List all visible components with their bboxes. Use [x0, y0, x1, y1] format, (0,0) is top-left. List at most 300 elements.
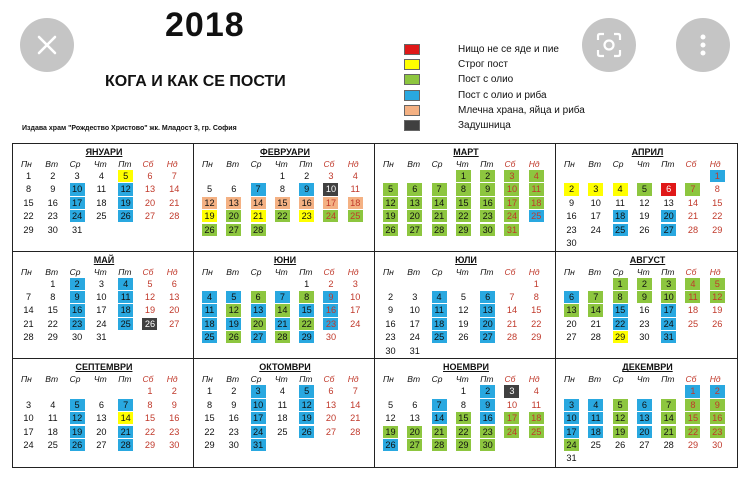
day-number: 14 — [251, 197, 266, 209]
day-cell — [383, 210, 407, 223]
day-cell — [348, 304, 372, 317]
weekday-header: Пт — [118, 374, 132, 385]
day-cell — [613, 439, 637, 452]
more-options-button[interactable] — [676, 18, 730, 72]
legend-label: Строг пост — [458, 59, 508, 71]
day-number: 8 — [50, 292, 56, 303]
day-number: 1 — [206, 386, 213, 397]
day-cell — [661, 197, 685, 210]
day-number: 19 — [613, 426, 628, 438]
day-cell — [202, 183, 226, 196]
day-number: 3 — [412, 292, 418, 303]
day-number: 11 — [277, 399, 288, 410]
day-cell — [685, 439, 709, 452]
day-empty — [70, 385, 94, 398]
day-cell — [323, 385, 347, 398]
weekday-header: Нд — [166, 374, 178, 385]
day-cell — [456, 183, 480, 196]
day-number: 12 — [70, 412, 85, 424]
day-cell — [564, 291, 588, 304]
day-number: 29 — [712, 224, 723, 235]
day-number: 18 — [277, 413, 288, 424]
day-number: 27 — [226, 224, 241, 236]
day-cell — [529, 385, 553, 398]
day-number: 22 — [531, 318, 542, 329]
day-number: 26 — [639, 224, 650, 235]
day-number: 1 — [147, 386, 153, 397]
day-number: 4 — [613, 183, 628, 195]
month-days — [21, 266, 187, 345]
day-cell — [504, 385, 528, 398]
day-cell — [275, 183, 299, 196]
day-cell — [348, 399, 372, 412]
day-cell — [275, 385, 299, 398]
legend-label: Пост с олио — [458, 74, 514, 86]
day-cell — [94, 331, 118, 344]
day-number: 2 — [710, 385, 725, 397]
day-number: 30 — [325, 332, 337, 343]
day-number: 25 — [432, 331, 447, 343]
weekday-header: Пт — [299, 266, 313, 277]
day-empty — [407, 170, 431, 183]
day-number: 30 — [71, 332, 83, 343]
day-number: 26 — [226, 331, 241, 343]
day-cell — [480, 210, 504, 223]
day-number: 19 — [639, 211, 650, 222]
legend-label: Млечна храна, яйца и риба — [458, 104, 585, 116]
day-number: 15 — [204, 413, 215, 424]
image-search-button[interactable] — [582, 18, 636, 72]
day-cell — [588, 439, 612, 452]
day-cell — [118, 170, 142, 183]
weekday-header: Чт — [636, 374, 650, 385]
day-number: 21 — [23, 318, 34, 329]
day-cell — [456, 318, 480, 331]
day-number: 10 — [506, 399, 518, 410]
day-cell — [323, 278, 347, 291]
day-cell — [70, 197, 94, 210]
day-cell — [456, 426, 480, 439]
day-number: 1 — [25, 171, 32, 181]
day-number: 2 — [171, 386, 177, 397]
day-number: 14 — [350, 399, 361, 410]
day-number: 6 — [328, 386, 334, 397]
day-cell — [251, 399, 275, 412]
day-cell — [348, 291, 372, 304]
day-number: 25 — [348, 210, 363, 222]
day-cell — [588, 197, 612, 210]
day-empty — [21, 385, 45, 398]
day-cell — [710, 426, 734, 439]
day-number: 29 — [613, 331, 628, 343]
day-empty — [94, 385, 118, 398]
day-number: 1 — [533, 278, 539, 289]
day-number: 13 — [325, 399, 337, 410]
day-cell — [275, 331, 299, 344]
day-number: 4 — [118, 278, 133, 290]
weekday-header: Вт — [407, 266, 421, 277]
day-number: 22 — [685, 426, 700, 438]
day-number: 8 — [25, 184, 32, 195]
day-cell — [564, 426, 588, 439]
day-number: 23 — [710, 426, 725, 438]
day-number: 30 — [712, 439, 723, 450]
day-number: 11 — [350, 184, 361, 195]
day-number: 13 — [409, 413, 420, 424]
weekday-header: Сб — [504, 374, 516, 385]
day-number: 17 — [323, 197, 338, 209]
day-number: 19 — [299, 412, 314, 424]
day-number: 15 — [531, 305, 542, 316]
day-cell — [21, 318, 45, 331]
day-cell — [480, 426, 504, 439]
day-number: 16 — [639, 305, 650, 316]
day-cell — [432, 304, 456, 317]
day-cell — [407, 210, 431, 223]
day-number: 10 — [504, 183, 519, 195]
day-number: 19 — [202, 210, 217, 222]
day-cell — [251, 304, 275, 317]
month-block — [375, 359, 556, 467]
day-cell — [529, 331, 553, 344]
day-cell — [118, 439, 142, 452]
day-cell — [21, 399, 45, 412]
day-cell — [661, 210, 685, 223]
day-number: 10 — [350, 292, 361, 303]
day-number: 30 — [385, 345, 396, 356]
day-number: 9 — [387, 305, 394, 316]
day-cell — [661, 412, 685, 425]
day-cell — [21, 170, 45, 183]
day-number: 17 — [350, 305, 361, 316]
day-empty — [588, 278, 612, 291]
day-number: 13 — [144, 184, 156, 195]
day-cell — [94, 210, 118, 223]
day-cell — [323, 304, 347, 317]
weekday-header: Нд — [709, 159, 721, 169]
month-block — [556, 144, 737, 252]
day-number: 12 — [613, 412, 628, 424]
day-cell — [142, 399, 166, 412]
day-cell — [226, 439, 250, 452]
day-cell — [167, 304, 191, 317]
day-cell — [348, 412, 372, 425]
day-number: 13 — [480, 304, 495, 316]
day-number: 16 — [228, 413, 239, 424]
weekday-header: Вт — [226, 266, 240, 277]
day-cell — [613, 426, 637, 439]
day-number: 2 — [50, 171, 56, 181]
day-number: 13 — [169, 292, 180, 303]
day-empty — [383, 278, 407, 291]
day-cell — [323, 197, 347, 210]
day-empty — [383, 385, 407, 398]
day-cell — [167, 412, 191, 425]
day-cell — [383, 197, 407, 210]
day-number: 4 — [50, 399, 56, 410]
day-empty — [21, 278, 45, 291]
day-number: 8 — [533, 292, 539, 303]
day-number: 11 — [615, 197, 625, 208]
day-cell — [251, 318, 275, 331]
day-number: 16 — [710, 412, 725, 424]
day-cell — [383, 426, 407, 439]
day-number: 7 — [171, 171, 177, 181]
day-number: 21 — [169, 197, 180, 208]
day-cell — [456, 331, 480, 344]
month-name: СЕПТЕМВРИ — [75, 362, 133, 373]
day-cell — [613, 291, 637, 304]
day-number: 24 — [661, 318, 676, 330]
day-cell — [202, 224, 226, 237]
day-number: 5 — [147, 278, 153, 289]
day-number: 6 — [564, 291, 579, 303]
day-number: 18 — [687, 305, 699, 316]
day-number: 10 — [70, 183, 85, 195]
day-number: 8 — [613, 291, 628, 303]
weekday-header: Нд — [528, 159, 540, 169]
month-days — [383, 158, 549, 237]
day-number: 6 — [231, 184, 237, 195]
day-cell — [202, 426, 226, 439]
day-cell — [323, 183, 347, 196]
day-number: 23 — [385, 332, 396, 343]
day-cell — [504, 224, 528, 237]
day-number: 29 — [299, 331, 314, 343]
month-block — [13, 359, 194, 467]
day-empty — [637, 385, 661, 398]
day-empty — [432, 385, 456, 398]
day-cell — [167, 278, 191, 291]
day-number: 9 — [231, 399, 237, 410]
day-cell — [21, 331, 45, 344]
day-number: 13 — [663, 197, 674, 208]
day-cell — [456, 385, 480, 398]
day-cell — [383, 345, 407, 358]
day-empty — [564, 278, 588, 291]
day-cell — [613, 224, 637, 237]
day-empty — [613, 170, 637, 183]
day-cell — [637, 412, 661, 425]
day-number: 26 — [299, 426, 314, 438]
day-cell — [564, 210, 588, 223]
day-cell — [383, 183, 407, 196]
day-number: 3 — [328, 171, 334, 181]
day-cell — [407, 331, 431, 344]
day-number: 20 — [480, 318, 495, 330]
day-cell — [529, 170, 553, 183]
day-number: 10 — [23, 413, 34, 424]
day-number: 21 — [350, 413, 361, 424]
day-cell — [588, 318, 612, 331]
day-cell — [45, 426, 69, 439]
day-number: 18 — [47, 426, 58, 437]
day-number: 22 — [23, 211, 34, 222]
day-number: 16 — [323, 304, 338, 316]
day-cell — [456, 170, 480, 183]
day-number: 24 — [96, 318, 107, 329]
day-number: 22 — [613, 318, 628, 330]
day-empty — [432, 278, 456, 291]
month-block — [375, 252, 556, 360]
day-cell — [299, 331, 323, 344]
weekday-header: Чт — [93, 374, 107, 385]
day-number: 19 — [144, 305, 156, 316]
day-cell — [226, 385, 250, 398]
day-cell — [456, 197, 480, 210]
day-number: 17 — [70, 197, 85, 209]
weekday-header: Пт — [118, 266, 132, 277]
day-cell — [167, 399, 191, 412]
close-button[interactable] — [20, 18, 74, 72]
day-cell — [432, 412, 456, 425]
day-number: 1 — [613, 278, 628, 290]
day-cell — [504, 318, 528, 331]
more-vert-icon — [699, 33, 707, 57]
day-cell — [94, 399, 118, 412]
weekday-header: Ср — [250, 266, 262, 277]
day-number: 8 — [460, 399, 466, 410]
legend-swatch — [404, 120, 420, 131]
day-number: 3 — [661, 278, 676, 290]
day-number: 7 — [118, 399, 133, 411]
day-cell — [348, 170, 372, 183]
day-number: 22 — [204, 426, 215, 437]
day-number: 27 — [96, 439, 107, 450]
day-cell — [407, 318, 431, 331]
weekday-header: Сб — [685, 266, 697, 277]
weekday-header: Пн — [21, 266, 32, 277]
legend-item-nothing — [404, 42, 585, 57]
weekday-header: Пн — [21, 374, 32, 385]
day-number: 8 — [279, 184, 285, 195]
day-cell — [118, 399, 142, 412]
day-number: 6 — [98, 399, 104, 410]
day-cell — [45, 291, 69, 304]
legend — [404, 42, 585, 133]
day-cell — [613, 197, 637, 210]
day-cell — [348, 183, 372, 196]
day-cell — [323, 291, 347, 304]
day-cell — [685, 224, 709, 237]
day-cell — [710, 439, 734, 452]
day-number: 4 — [98, 171, 104, 181]
day-cell — [480, 197, 504, 210]
month-days — [383, 373, 549, 452]
day-number: 18 — [588, 426, 603, 438]
day-number: 28 — [687, 224, 699, 235]
month-name: НОЕМВРИ — [443, 362, 489, 373]
day-number: 2 — [70, 278, 85, 290]
weekday-header: Сб — [142, 159, 154, 169]
day-number: 15 — [144, 413, 156, 424]
day-cell — [504, 210, 528, 223]
day-cell — [226, 224, 250, 237]
day-cell — [564, 412, 588, 425]
day-empty — [251, 278, 275, 291]
day-cell — [710, 318, 734, 331]
day-cell — [45, 318, 69, 331]
day-number: 10 — [251, 399, 266, 411]
day-cell — [118, 210, 142, 223]
day-number: 7 — [509, 292, 515, 303]
day-cell — [637, 399, 661, 412]
day-number: 1 — [456, 170, 471, 182]
day-cell — [21, 426, 45, 439]
day-cell — [202, 399, 226, 412]
day-number: 26 — [383, 224, 398, 236]
day-number: 8 — [456, 183, 471, 195]
day-cell — [383, 412, 407, 425]
day-number: 30 — [169, 439, 180, 450]
day-cell — [275, 426, 299, 439]
weekday-header: Нд — [347, 159, 359, 169]
day-cell — [564, 331, 588, 344]
day-cell — [637, 331, 661, 344]
day-cell — [529, 304, 553, 317]
day-number: 22 — [299, 318, 314, 330]
day-cell — [251, 385, 275, 398]
day-cell — [710, 399, 734, 412]
day-number: 22 — [456, 210, 471, 222]
day-number: 26 — [383, 439, 398, 451]
day-cell — [94, 183, 118, 196]
day-cell — [637, 318, 661, 331]
day-cell — [613, 278, 637, 291]
weekday-header: Пт — [118, 159, 132, 169]
day-cell — [167, 183, 191, 196]
day-number: 10 — [96, 292, 107, 303]
day-cell — [299, 291, 323, 304]
day-number: 4 — [529, 170, 544, 182]
day-number: 11 — [96, 184, 107, 195]
day-empty — [480, 278, 504, 291]
month-block — [194, 252, 375, 360]
day-cell — [588, 331, 612, 344]
day-number: 26 — [458, 332, 469, 343]
weekday-header: Вт — [226, 374, 240, 385]
day-cell — [226, 399, 250, 412]
day-number: 15 — [23, 197, 34, 208]
day-number: 2 — [387, 292, 394, 303]
day-number: 12 — [144, 292, 156, 303]
day-cell — [710, 304, 734, 317]
day-cell — [45, 210, 69, 223]
day-number: 28 — [432, 439, 447, 451]
day-cell — [275, 170, 299, 183]
day-cell — [407, 439, 431, 452]
day-cell — [685, 426, 709, 439]
weekday-header: Нд — [347, 374, 359, 385]
day-number: 9 — [480, 183, 495, 195]
day-cell — [456, 439, 480, 452]
day-number: 3 — [504, 170, 519, 182]
day-cell — [21, 183, 45, 196]
day-cell — [432, 224, 456, 237]
day-cell — [202, 197, 226, 210]
day-empty — [637, 170, 661, 183]
weekday-header: Нд — [528, 266, 540, 277]
day-number: 8 — [714, 184, 720, 195]
day-empty — [226, 170, 250, 183]
day-number: 9 — [171, 399, 177, 410]
day-number: 12 — [202, 197, 217, 209]
day-cell — [588, 426, 612, 439]
day-number: 10 — [661, 291, 676, 303]
day-number: 27 — [639, 439, 650, 450]
day-cell — [637, 224, 661, 237]
day-cell — [661, 278, 685, 291]
